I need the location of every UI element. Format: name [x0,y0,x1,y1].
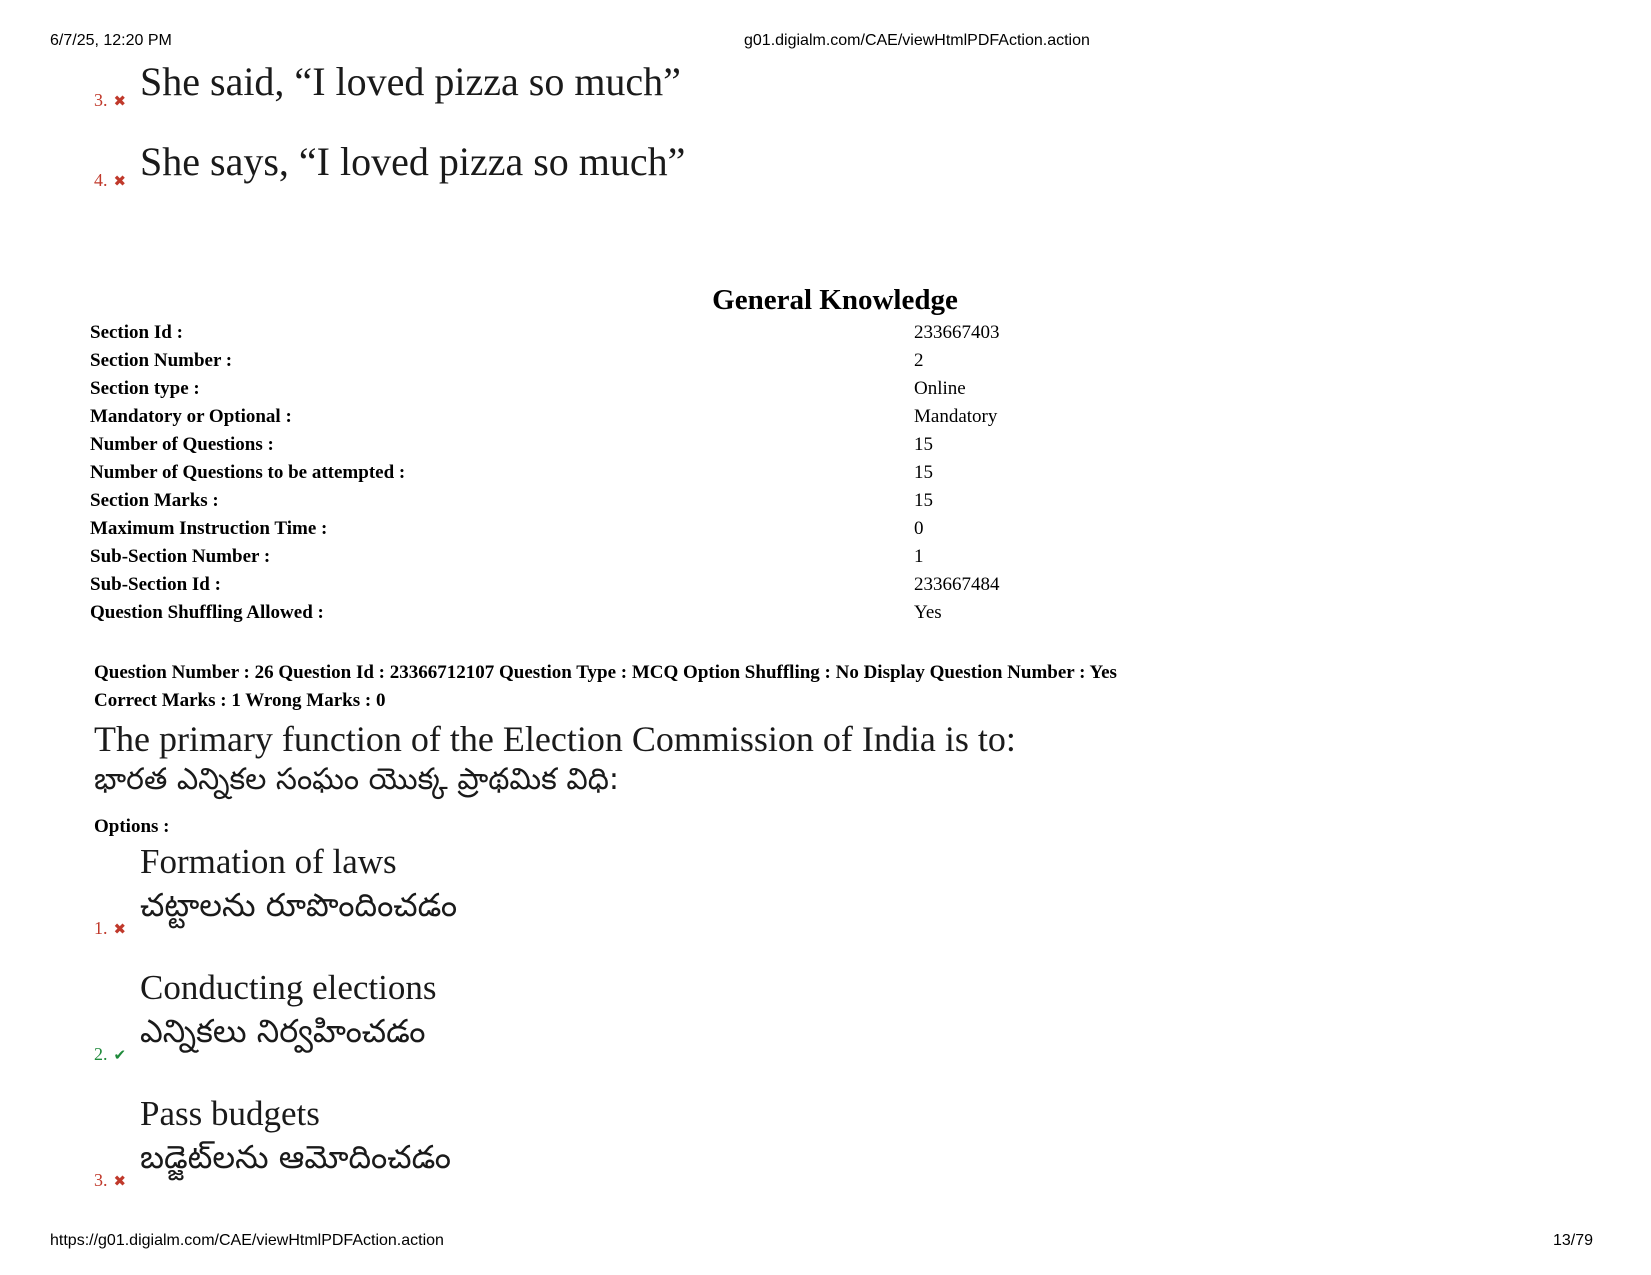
info-row-shuffling: Question Shuffling Allowed : Yes [90,602,942,623]
print-header-url: g01.digialm.com/CAE/viewHtmlPDFAction.action [744,32,1090,49]
option-number: 2. ✔ [94,1044,127,1064]
option-number: 1. ✖ [94,918,127,938]
option-text-telugu: బడ్జెట్‌లను ఆమోదించడం [140,1138,452,1176]
option-text-english: Pass budgets [140,1094,320,1133]
cross-icon: ✖ [113,172,127,190]
info-row-section-marks: Section Marks : 15 [90,490,933,511]
option-number: 3. ✖ [94,1170,127,1190]
option-text: She said, “I loved pizza so much” [140,59,681,104]
info-row-subsection-number: Sub-Section Number : 1 [90,546,924,567]
info-row-mandatory: Mandatory or Optional : Mandatory [90,406,998,427]
info-row-section-id: Section Id : 233667403 [90,322,1000,343]
options-label: Options : [94,816,170,837]
info-row-num-questions: Number of Questions : 15 [90,434,933,455]
option-number: 4. ✖ [94,170,127,190]
print-footer-url: https://g01.digialm.com/CAE/viewHtmlPDFAction.action [50,1232,444,1249]
info-row-num-attempted: Number of Questions to be attempted : 15 [90,462,933,483]
page-number: 13/79 [1552,1232,1593,1249]
print-datetime: 6/7/25, 12:20 PM [50,32,172,49]
cross-icon: ✖ [113,1172,127,1190]
question-meta: Question Number : 26 Question Id : 23366712107 Question Type : MCQ Option Shuffling : No Display Question Number : Yes [94,662,1117,683]
info-row-section-number: Section Number : 2 [90,350,924,371]
question-marks: Correct Marks : 1 Wrong Marks : 0 [94,690,386,711]
section-title: General Knowledge [712,284,958,316]
section-info-table [90,322,1190,630]
option-text-english: Conducting elections [140,968,437,1007]
checkmark-icon: ✔ [113,1046,127,1064]
question-text-english: The primary function of the Election Commission of India is to: [94,719,1016,759]
option-number: 3. ✖ [94,90,127,110]
cross-icon: ✖ [113,920,127,938]
option-text-telugu: చట్టాలను రూపొందించడం [140,886,458,924]
option-text-english: Formation of laws [140,842,397,881]
info-row-instruction-time: Maximum Instruction Time : 0 [90,518,924,539]
option-text: She says, “I loved pizza so much” [140,139,686,184]
question-text-telugu: భారత ఎన్నికల సంఘం యొక్క ప్రాథమిక విధి: [94,762,619,797]
cross-icon: ✖ [113,92,127,110]
option-text-telugu: ఎన్నికలు నిర్వహించడం [140,1012,426,1050]
info-row-section-type: Section type : Online [90,378,966,399]
info-row-subsection-id: Sub-Section Id : 233667484 [90,574,1000,595]
